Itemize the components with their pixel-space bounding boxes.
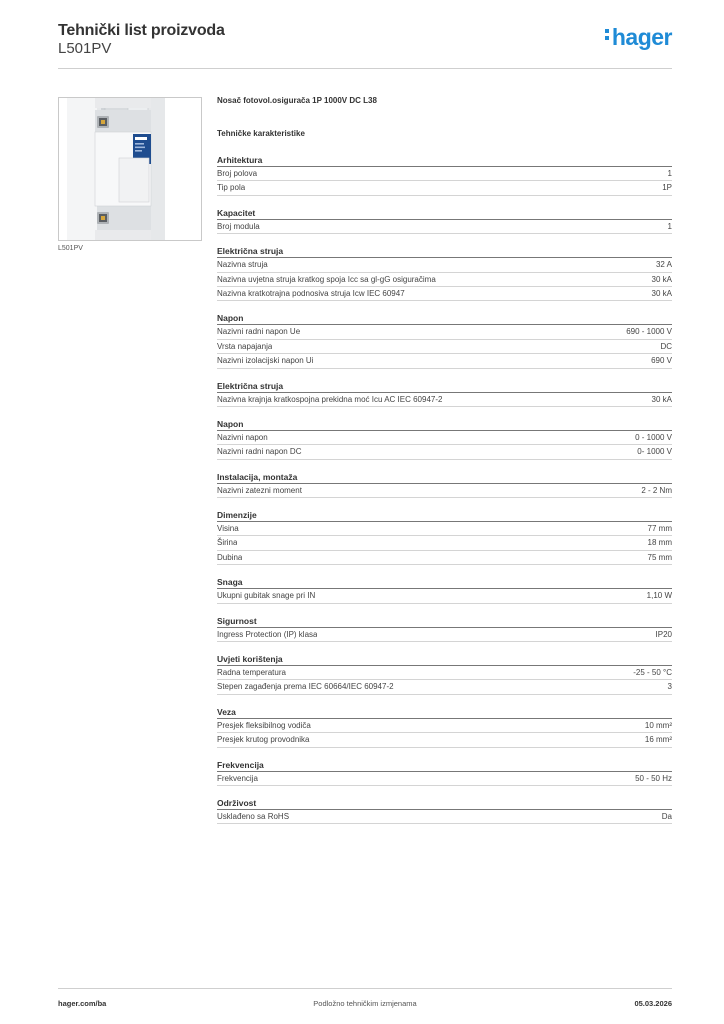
spec-label: Visina — [217, 524, 239, 534]
spec-sections — [217, 154, 672, 824]
spec-section — [217, 418, 672, 460]
product-caption: L501PV — [58, 245, 83, 252]
page-header — [58, 20, 672, 69]
spec-label: Nazivna kratkotrajna podnosiva struja Icw IEC 60947 — [217, 288, 405, 298]
product-description: Nosač fotovol.osigurača 1P 1000V DC L38 — [217, 96, 377, 105]
spec-label: Broj modula — [217, 221, 260, 231]
spec-value: 0- 1000 V — [637, 447, 672, 457]
spec-row — [217, 666, 672, 680]
spec-value: IP20 — [655, 629, 672, 639]
spec-label: Radna temperatura — [217, 668, 286, 678]
spec-row — [217, 719, 672, 733]
spec-section — [217, 797, 672, 824]
logo-dots-icon — [605, 26, 611, 43]
spec-label: Širina — [217, 538, 238, 548]
spec-value: 1,10 W — [646, 591, 672, 601]
logo-text: hager — [611, 24, 672, 50]
spec-label: Usklađeno sa RoHS — [217, 811, 290, 821]
spec-section — [217, 653, 672, 695]
spec-label: Broj polova — [217, 169, 258, 178]
spec-section-title: Instalacija, montaža — [217, 471, 672, 484]
spec-row — [217, 273, 672, 287]
spec-value: 50 - 50 Hz — [635, 773, 672, 783]
spec-value: 3 — [667, 682, 672, 692]
spec-row — [217, 354, 672, 368]
spec-value: 10 mm² — [644, 720, 672, 730]
content-area — [217, 96, 672, 835]
spec-section — [217, 509, 672, 565]
spec-section-title: Električna struja — [217, 380, 672, 393]
footer-date: 05.03.2026 — [634, 999, 672, 1008]
spec-label: Nazivna uvjetna struja kratkog spoja Icc sa gl-gG osiguračima — [217, 274, 436, 284]
spec-label: Nazivna krajnja kratkospojna prekidna moć Icu AC IEC 60947-2 — [217, 394, 443, 404]
spec-section — [217, 615, 672, 642]
spec-value: DC — [660, 341, 672, 351]
spec-section-title: Održivost — [217, 797, 672, 810]
spec-value: 30 kA — [651, 288, 672, 298]
spec-section-title: Snaga — [217, 576, 672, 589]
spec-row — [217, 181, 672, 195]
spec-row — [217, 522, 672, 536]
spec-section-title: Frekvencija — [217, 759, 672, 772]
hager-logo[interactable] — [605, 26, 672, 49]
spec-value: 18 mm — [647, 538, 672, 548]
spec-row — [217, 340, 672, 354]
spec-label: Nazivni izolacijski napon Ui — [217, 356, 314, 366]
spec-label: Tip pola — [217, 183, 246, 193]
spec-section — [217, 245, 672, 301]
footer-website-link[interactable]: hager.com/ba — [58, 999, 107, 1008]
spec-section-title: Uvjeti korištenja — [217, 653, 672, 666]
spec-row — [217, 484, 672, 498]
spec-value: Da — [661, 811, 672, 821]
spec-label: Frekvencija — [217, 773, 258, 783]
spec-row — [217, 551, 672, 565]
spec-label: Ingress Protection (IP) klasa — [217, 629, 318, 639]
spec-section-title: Veza — [217, 706, 672, 719]
spec-section — [217, 207, 672, 234]
spec-value: 30 kA — [651, 274, 672, 284]
spec-section — [217, 576, 672, 603]
technical-characteristics-title: Tehničke karakteristike — [217, 129, 305, 138]
spec-row — [217, 167, 672, 181]
spec-row — [217, 810, 672, 824]
spec-row — [217, 220, 672, 234]
spec-label: Vrsta napajanja — [217, 341, 273, 351]
spec-row — [217, 325, 672, 339]
spec-label: Presjek krutog provodnika — [217, 735, 310, 745]
spec-row — [217, 258, 672, 272]
spec-row — [217, 733, 672, 747]
spec-label: Nazivni napon — [217, 432, 268, 442]
spec-label: Stepen zagađenja prema IEC 60664/IEC 60947-2 — [217, 682, 394, 692]
spec-row — [217, 589, 672, 603]
spec-row — [217, 287, 672, 301]
spec-section — [217, 706, 672, 748]
spec-section — [217, 759, 672, 786]
spec-section — [217, 312, 672, 368]
spec-value: 30 kA — [651, 394, 672, 404]
spec-label: Presjek fleksibilnog vodiča — [217, 720, 311, 730]
spec-label: Ukupni gubitak snage pri IN — [217, 591, 316, 601]
product-image-frame — [58, 97, 202, 241]
spec-value: 0 - 1000 V — [635, 432, 672, 442]
spec-row — [217, 393, 672, 407]
spec-row — [217, 431, 672, 445]
spec-value: 75 mm — [647, 552, 672, 562]
spec-row — [217, 628, 672, 642]
spec-section-title: Napon — [217, 418, 672, 431]
spec-row — [217, 680, 672, 694]
spec-section — [217, 154, 672, 196]
spec-value: 16 mm² — [644, 735, 672, 745]
page-footer — [58, 988, 672, 1019]
spec-label: Nazivni zatezni moment — [217, 485, 302, 495]
footer-notice: Podložno tehničkim izmjenama — [313, 999, 417, 1008]
spec-label: Nazivni radni napon DC — [217, 447, 302, 457]
spec-value: 2 - 2 Nm — [641, 485, 672, 495]
spec-section-title: Električna struja — [217, 245, 672, 258]
spec-label: Nazivni radni napon Ue — [217, 327, 301, 337]
spec-value: 690 - 1000 V — [626, 327, 672, 337]
spec-section-title: Kapacitet — [217, 207, 672, 220]
page-title: Tehnički list proizvoda — [58, 22, 225, 39]
spec-section-title: Arhitektura — [217, 154, 672, 167]
page-subtitle: L501PV — [58, 40, 112, 57]
fuse-holder-product-image — [59, 98, 201, 240]
spec-section — [217, 471, 672, 498]
spec-row — [217, 772, 672, 786]
spec-section-title: Dimenzije — [217, 509, 672, 522]
spec-section-title: Sigurnost — [217, 615, 672, 628]
spec-value: 77 mm — [647, 524, 672, 534]
spec-value: -25 - 50 °C — [633, 668, 672, 678]
spec-value: 1 — [667, 169, 672, 178]
spec-value: 690 V — [651, 356, 672, 366]
spec-value: 32 A — [655, 260, 672, 270]
spec-label: Dubina — [217, 552, 243, 562]
spec-row — [217, 536, 672, 550]
spec-label: Nazivna struja — [217, 260, 268, 270]
spec-value: 1 — [667, 221, 672, 231]
spec-row — [217, 445, 672, 459]
spec-value: 1P — [662, 183, 672, 193]
spec-section — [217, 380, 672, 407]
spec-section-title: Napon — [217, 312, 672, 325]
